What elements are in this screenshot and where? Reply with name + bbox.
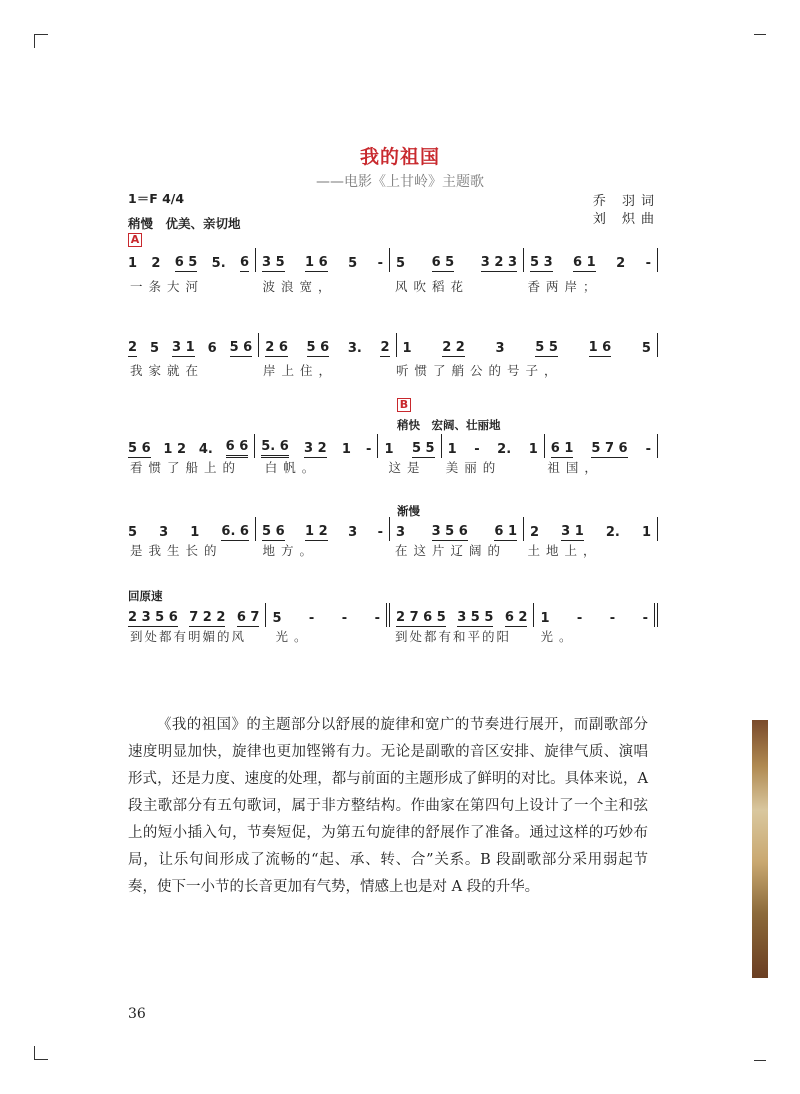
note: 1 2 [305,524,328,539]
note: 1 [402,341,412,356]
note: 3 [348,525,358,540]
note: - [308,611,315,626]
lyrics-row-4 [128,541,658,559]
lyric-segment: 白帆。 [264,460,321,475]
lyric-segment: 到处都有明媚的风 [130,629,247,644]
note: 6 1 [573,255,596,270]
analysis-paragraph: 《我的祖国》的主题部分以舒展的旋律和宽广的节奏进行展开，而副歌部分速度明显加快，旋律也更加铿锵有力。无论是副歌的音区安排、旋律气质、演唱形式，还是力度、速度的处理，都与前面的主题形成了鲜明的对比。具体来说，A 段主歌部分有五句歌词，属于非方整结构。作曲家在第四句上设计了一个主和弦上的短小插入句，节奏短促，为第五句旋律的舒展作了准备。通过这样的巧妙布局，让乐句间形成了流畅的“起、承、转、合”关系。B 段副歌部分采用弱起节奏，使下一小节的长音更加有气势，情感上也是对 A 段的升华。 [128,717,648,895]
note: - [474,442,480,457]
note: 3 5 [262,255,285,270]
lyrics-row-2 [128,361,658,379]
note: 2 [616,256,626,271]
note: 3 5 5 [457,610,494,625]
note: 1 [540,611,550,626]
note: 6 1 [494,524,517,539]
note: - [645,256,651,271]
note: 3 1 [172,340,195,355]
score-row-4 [128,517,658,541]
score-row-5 [128,603,658,627]
note: - [609,611,616,626]
lyrics-row-1 [128,277,658,295]
measure [256,517,390,541]
crop-mark-bottom-left [34,1046,48,1060]
note: - [341,611,348,626]
note: 1 6 [588,340,612,355]
section-b-tempo: 稍快 宏阔、壮丽地 [397,418,501,432]
note: 2 2 [442,340,465,355]
measure [266,603,390,627]
note: 5. [211,256,226,271]
lyric-segment: 光。 [540,629,578,644]
lyric-segment: 土地上， [527,543,602,558]
note: 2 6 [265,340,288,355]
lyric-segment: 听惯了艄公的号子， [396,363,563,378]
measure [128,333,259,357]
note: 5 [128,525,138,540]
song-subtitle: ——电影《上甘岭》主题歌 [316,174,484,190]
note: 1 [384,442,394,457]
score-row-1 [128,248,658,272]
note: 3 5 6 [431,524,468,539]
measure [128,517,256,541]
lyric-segment: 我家就在 [130,363,205,378]
lyricist-credit: 乔 羽词 [592,194,660,209]
lyric-segment: 风吹稻花 [395,279,470,294]
note: 2 3 5 6 [128,610,178,625]
note: 5 6 [229,340,253,355]
note: 5. 6 [261,439,289,458]
measure [390,517,524,541]
note: 3 1 [561,524,584,539]
note: 1 6 [305,255,328,270]
note: 2. [497,442,512,457]
note: 6. 6 [221,524,249,539]
note: 7 2 2 [189,610,226,625]
note: - [377,256,383,271]
note: - [366,442,372,457]
note: 5 6 [262,524,285,539]
lyrics-row-5 [128,627,658,645]
note: 5 [396,256,406,271]
row5-tempo: 回原速 [128,589,163,603]
lyric-segment: 看惯了船上的 [130,460,242,475]
lyric-segment: 美丽的 [445,460,502,475]
lyric-segment: 岸上住， [263,363,338,378]
tempo-marking: 稍慢 优美、亲切地 [128,216,241,231]
crop-mark-top-right [754,34,766,48]
measure [390,603,534,627]
note: 5 5 [411,441,435,456]
note: - [576,611,583,626]
measure [259,333,396,357]
note: 6 1 [550,441,574,456]
measure [128,434,255,458]
decorative-image-strip [752,720,768,978]
note: 1 [128,256,138,271]
lyric-segment: 一条大河 [130,279,205,294]
lyric-segment: 波浪宽， [262,279,337,294]
note: 2 [128,340,138,355]
note: 6 5 [174,255,198,270]
lyric-segment: 在这片辽阔的 [395,543,507,558]
note: - [645,442,651,457]
note: 3. [347,341,362,356]
note: 5 6 [128,441,151,456]
score-row-3 [128,434,658,458]
measure [545,434,658,458]
note: 6 6 [226,439,249,458]
lyric-segment: 香两岸； [527,279,602,294]
crop-mark-top-left [34,34,48,48]
note: 1 [447,442,457,457]
section-mark-b: B [397,398,411,412]
note: 3 [495,341,505,356]
lyric-segment: 是我生长的 [130,543,223,558]
note: 2 7 6 5 [396,610,446,625]
lyric-segment: 这是 [388,460,426,475]
measure [524,517,658,541]
note: 6 7 [236,610,260,625]
note: 1 [641,525,651,540]
note: 5 [641,341,651,356]
measure [378,434,441,458]
lyric-segment: 祖国， [547,460,603,475]
section-mark-a: A [128,233,142,247]
page-number: 36 [128,1006,146,1022]
note: 5 [150,341,160,356]
lyrics-row-3 [128,458,658,476]
measure [255,434,378,458]
note: 5 5 [535,340,558,355]
note: 1 [528,442,538,457]
note: 3 [396,525,406,540]
note: - [377,525,383,540]
measure [128,248,256,272]
note: 2 [380,340,390,355]
note: 1 [341,442,351,457]
note: 5 3 [530,255,553,270]
note: 2 [530,525,540,540]
note: 6 [239,255,249,270]
lyric-segment: 光。 [275,629,313,644]
note: 3 2 3 [480,255,517,270]
crop-mark-bottom-right [754,1060,766,1074]
note: 4. [198,442,213,457]
note: 3 [159,525,169,540]
row4-tempo: 渐慢 [397,504,420,518]
measure [390,248,524,272]
key-signature: 1＝F 4/4 [128,191,185,206]
song-title: 我的祖国 [359,146,440,168]
note: 1 2 [163,442,187,457]
note: 6 2 [504,610,528,625]
measure [442,434,545,458]
note: 2. [605,525,620,540]
note: 1 [190,525,200,540]
note: 5 6 [306,340,330,355]
lyric-segment: 到处都有和平的阳 [395,629,512,644]
note: 6 5 [431,255,455,270]
measure [397,333,659,357]
note: 3 2 [304,441,327,456]
measure [524,248,658,272]
note: - [642,611,648,626]
lyric-segment: 地方。 [262,543,319,558]
score-row-2 [128,333,658,357]
measure [534,603,658,627]
note: - [374,611,380,626]
note: 5 [272,611,282,626]
measure [256,248,390,272]
note: 5 7 6 [591,441,628,456]
note: 2 [151,256,161,271]
note: 6 [207,341,217,356]
measure [128,603,266,627]
composer-credit: 刘 炽曲 [592,212,660,227]
note: 5 [348,256,358,271]
